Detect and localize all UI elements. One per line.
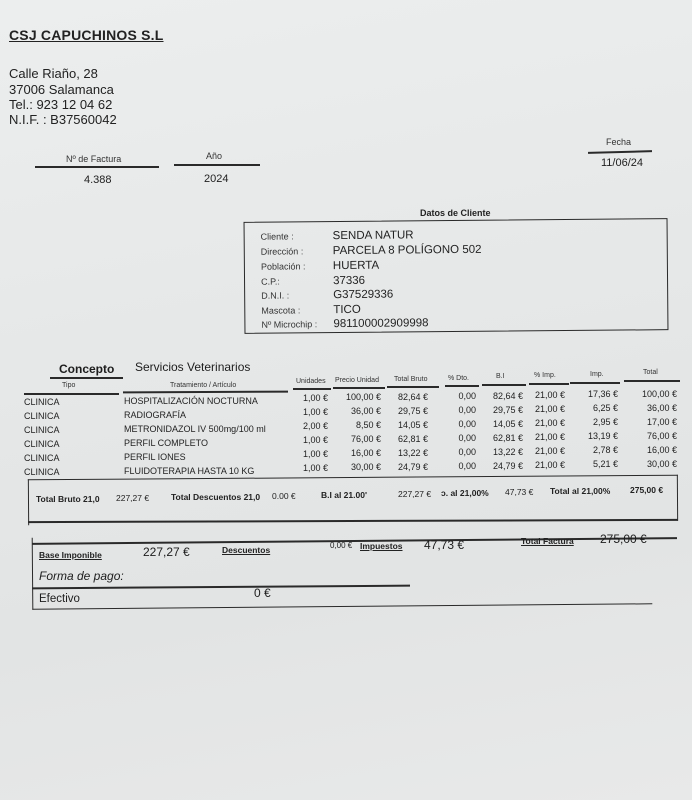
client-label: C.P.: <box>260 276 280 287</box>
cell-unidades: 1,00 € <box>302 434 328 445</box>
cell-tratamiento: RADIOGRAFÍA <box>124 409 187 420</box>
cell-unidades: 1,00 € <box>302 448 328 459</box>
cell-tipo: CLINICA <box>24 439 60 449</box>
cell-tipo: CLINICA <box>24 453 60 463</box>
cell-total-bruto: 14,05 € <box>397 419 428 430</box>
cell-bi: 24,79 € <box>492 460 523 471</box>
cell-precio-unidad: 30,00 € <box>350 462 381 473</box>
company-address-city: 37006 Salamanca <box>9 82 114 97</box>
cell-total: 100,00 € <box>641 388 677 399</box>
base-imponible-label: Base Imponible <box>39 550 102 560</box>
cell-total: 76,00 € <box>646 430 677 441</box>
header-imp-pct: % Imp. <box>534 372 556 379</box>
cell-dto: 0,00 <box>458 446 476 457</box>
invoice-number: 4.388 <box>84 174 112 186</box>
cell-tratamiento: HOSPITALIZACIÓN NOCTURNA <box>124 395 258 406</box>
client-label: Cliente : <box>260 231 294 242</box>
header-rule-total <box>624 380 680 382</box>
total-label-text: Total al 21,00% <box>550 486 611 496</box>
client-value: G37529336 <box>333 288 394 302</box>
header-rule-tipo <box>24 393 119 395</box>
client-row-postcode <box>261 275 365 288</box>
total-descuentos-value: 0.00 € <box>272 491 296 501</box>
cell-imp-pct: 21,00 € <box>534 432 565 442</box>
payment-method-value: Efectivo <box>39 593 80 605</box>
client-row-pet <box>261 304 361 317</box>
cell-imp-pct: 21,00 € <box>534 446 565 456</box>
total-factura-value: 275,00 € <box>600 532 647 546</box>
cell-unidades: 2,00 € <box>302 420 328 431</box>
cell-imp: 6,25 € <box>592 403 618 414</box>
cell-imp-pct: 21,00 € <box>534 418 565 428</box>
cell-tipo: CLINICA <box>24 397 60 407</box>
cell-bi: 14,05 € <box>492 418 523 429</box>
cell-dto: 0,00 <box>458 404 476 415</box>
client-value: TICO <box>333 303 361 317</box>
cell-unidades: 1,00 € <box>302 406 328 417</box>
cell-tipo: CLINICA <box>24 467 60 477</box>
cell-dto: 0,00 <box>458 432 476 443</box>
header-rule-imp <box>570 382 620 384</box>
client-label: Mascota : <box>261 305 301 316</box>
total-value-text: 275,00 € <box>630 485 664 495</box>
client-label: D.N.I. : <box>261 290 290 301</box>
cell-imp-pct: 21,00 € <box>534 404 565 414</box>
cell-precio-unidad: 8,50 € <box>355 420 381 431</box>
cell-total-bruto: 13,22 € <box>397 447 428 458</box>
cell-unidades: 1,00 € <box>302 392 328 403</box>
cell-imp: 5,21 € <box>592 459 618 470</box>
header-bi: B.I <box>496 373 505 380</box>
cell-total-bruto: 24,79 € <box>397 461 428 472</box>
company-address-street: Calle Riaño, 28 <box>9 66 98 81</box>
client-value: 37336 <box>332 274 366 288</box>
impuestos-label: Impuestos <box>360 541 403 551</box>
cell-tratamiento: FLUIDOTERAPIA HASTA 10 KG <box>124 465 255 476</box>
cell-imp-pct: 21,00 € <box>534 390 565 400</box>
client-label: Población : <box>260 261 306 272</box>
header-dto: % Dto. <box>448 375 470 382</box>
bi-label <box>321 490 367 500</box>
invoice-year: 2024 <box>204 173 229 185</box>
cell-bi: 29,75 € <box>492 404 523 415</box>
client-section-title: Datos de Cliente <box>420 208 491 218</box>
concept-value: Servicios Veterinarios <box>135 360 251 374</box>
header-rule-imp-pct <box>529 383 569 385</box>
cell-dto: 0,00 <box>458 390 476 401</box>
header-tratamiento: Tratamiento / Artículo <box>170 382 237 389</box>
cell-precio-unidad: 76,00 € <box>350 434 381 445</box>
base-imponible-value: 227,27 € <box>143 545 190 559</box>
invoice-number-label: Nº de Factura <box>66 154 122 164</box>
cell-total-bruto: 82,64 € <box>397 391 428 402</box>
header-rule-bruto <box>387 386 439 388</box>
cell-bi: 62,81 € <box>492 432 523 443</box>
cell-imp: 13,19 € <box>587 431 618 442</box>
concept-label: Concepto <box>59 362 115 376</box>
invoice-year-rule <box>174 164 260 166</box>
cell-precio-unidad: 100,00 € <box>345 392 381 403</box>
cell-total: 16,00 € <box>646 444 677 455</box>
invoice-year-label: Año <box>206 151 223 161</box>
cell-precio-unidad: 36,00 € <box>350 406 381 417</box>
client-value: PARCELA 8 POLÍGONO 502 <box>332 243 482 258</box>
cell-bi: 13,22 € <box>492 446 523 457</box>
bi-value: 227,27 € <box>398 489 432 499</box>
client-label: Dirección : <box>260 246 304 257</box>
cell-bi: 82,64 € <box>492 390 523 401</box>
header-rule-precio <box>333 387 385 389</box>
imp-label <box>441 488 489 498</box>
impuestos-value: 47,73 € <box>424 538 465 552</box>
cell-total-bruto: 62,81 € <box>397 433 428 444</box>
cell-tipo: CLINICA <box>24 411 60 421</box>
total-descuentos-label <box>171 492 260 502</box>
company-name: CSJ CAPUCHINOS S.L <box>9 27 164 43</box>
cell-dto: 0,00 <box>458 418 476 429</box>
header-tipo: Tipo <box>62 382 76 389</box>
header-total: Total <box>643 369 658 376</box>
client-row-address <box>261 244 482 258</box>
client-row-microchip <box>261 317 428 330</box>
cell-precio-unidad: 16,00 € <box>350 448 381 459</box>
total-descuentos-label-text: Total Descuentos 21,0 <box>171 492 261 502</box>
client-row-town <box>261 260 379 273</box>
cell-total: 36,00 € <box>646 402 677 413</box>
cell-imp: 2,95 € <box>592 417 618 428</box>
descuentos-label: Descuentos <box>222 545 271 555</box>
invoice-date: 11/06/24 <box>601 157 644 169</box>
imp-label-text: ɔ. al 21,00% <box>441 488 489 498</box>
header-rule-dto <box>445 385 479 387</box>
header-total-bruto: Total Bruto <box>394 376 428 383</box>
cell-imp-pct: 21,00 € <box>534 460 565 470</box>
header-imp: Imp. <box>590 371 604 378</box>
client-row-name <box>261 229 414 242</box>
client-value: HUERTA <box>332 259 380 273</box>
total-value <box>630 485 663 495</box>
concept-rule <box>50 377 123 379</box>
cell-tratamiento: METRONIDAZOL IV 500mg/100 ml <box>124 423 266 434</box>
cell-unidades: 1,00 € <box>302 462 328 473</box>
total-bruto-label-text: Total Bruto 21,0 <box>36 494 100 504</box>
payment-amount: 0 € <box>254 586 271 600</box>
imp-value: 47,73 € <box>505 487 534 497</box>
header-unidades: Unidades <box>296 378 326 385</box>
header-rule-tratamiento <box>123 391 288 393</box>
cell-total: 17,00 € <box>646 416 677 427</box>
cell-dto: 0,00 <box>458 460 476 471</box>
company-phone: Tel.: 923 12 04 62 <box>9 97 113 112</box>
company-nif: N.I.F. : B37560042 <box>9 112 117 127</box>
bi-label-text: B.I al 21.00' <box>321 490 367 500</box>
header-precio-unidad: Precio Unidad <box>335 377 379 384</box>
total-factura-label: Total Factura <box>521 536 574 546</box>
total-label <box>550 486 610 496</box>
header-rule-bi <box>482 384 526 386</box>
client-box <box>244 218 669 334</box>
cell-tratamiento: PERFIL IONES <box>124 451 186 462</box>
cell-total-bruto: 29,75 € <box>397 405 428 416</box>
client-value: 981100002909998 <box>333 317 429 331</box>
cell-tratamiento: PERFIL COMPLETO <box>124 437 209 448</box>
total-bruto-value: 227,27 € <box>116 493 150 503</box>
header-rule-unidades <box>293 388 331 390</box>
cell-tipo: CLINICA <box>24 425 60 435</box>
client-label: Nº Microchip : <box>261 319 318 330</box>
client-row-dni <box>261 289 393 302</box>
total-bruto-label <box>36 494 100 504</box>
cell-total: 30,00 € <box>646 458 677 469</box>
invoice-date-rule <box>588 150 652 153</box>
cell-imp: 17,36 € <box>587 389 618 400</box>
invoice-number-rule <box>35 166 159 168</box>
descuentos-value: 0,00 € <box>330 541 353 550</box>
payment-method-label: Forma de pago: <box>39 569 124 583</box>
client-value: SENDA NATUR <box>332 229 414 243</box>
invoice-date-label: Fecha <box>606 137 632 147</box>
cell-imp: 2,78 € <box>592 445 618 456</box>
